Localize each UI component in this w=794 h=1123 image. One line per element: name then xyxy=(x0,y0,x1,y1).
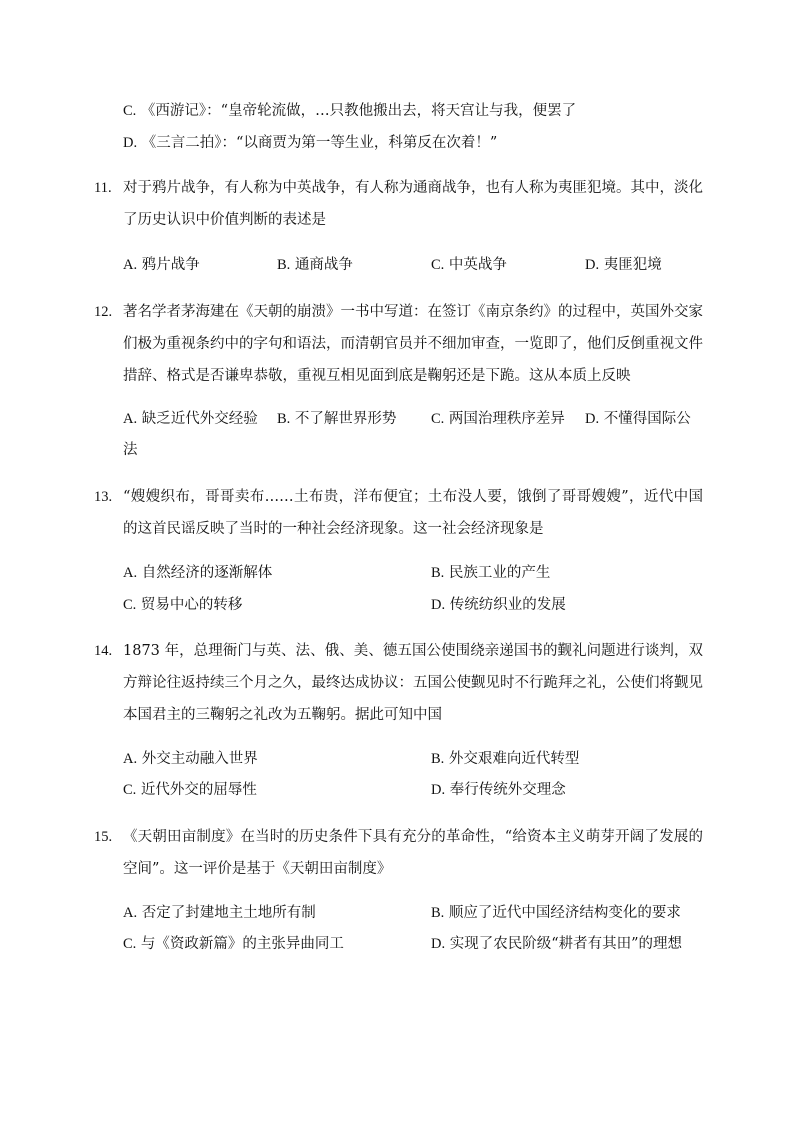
q14-stem: 1873 年，总理衙门与英、法、俄、美、德五国公使围绕亲递国书的觐礼问题进行谈判，双方辩论往返持续三个月之久，最终达成协议：五国公使觐见时不行跪拜之礼，公使们将觐见本国君主的三鞠躬之礼改为五鞠躬。据此可知中国 xyxy=(123,643,703,723)
q11-option-b: B. 通商战争 xyxy=(277,257,353,273)
q11-number: 11. xyxy=(94,180,112,196)
q12-option-d-wrap: 法 xyxy=(123,442,138,458)
q10-option-c: C. 《西游记》：“皇帝轮流做，…只教他搬出去，将天宫让与我，便罢了 xyxy=(123,103,577,119)
q11-option-c: C. 中英战争 xyxy=(431,257,507,273)
q11-stem: 对于鸦片战争，有人称为中英战争，有人称为通商战争，也有人称为夷匪犯境。其中，淡化了历史认识中价值判断的表述是 xyxy=(123,180,703,228)
q10-option-d: D. 《三言二拍》：“以商贾为第一等生业，科第反在次着！” xyxy=(123,135,498,151)
q15-stem: 《天朝田亩制度》在当时的历史条件下具有充分的革命性，“给资本主义萌芽开阔了发展的空间”。这一评价是基于《天朝田亩制度》 xyxy=(123,829,703,877)
q12-option-a: A. 缺乏近代外交经验 xyxy=(123,411,258,427)
q15-option-b: B. 顺应了近代中国经济结构变化的要求 xyxy=(431,905,681,921)
q14-option-b: B. 外交艰难向近代转型 xyxy=(431,751,580,767)
q12-option-c: C. 两国治理秩序差异 xyxy=(431,411,565,427)
q12-option-d: D. 不懂得国际公 xyxy=(585,411,691,427)
q13-option-d: D. 传统纺织业的发展 xyxy=(431,597,566,613)
q13-option-c: C. 贸易中心的转移 xyxy=(123,597,243,613)
q12-option-b: B. 不了解世界形势 xyxy=(277,411,397,427)
q14-option-c: C. 近代外交的屈辱性 xyxy=(123,782,257,798)
q13-stem: “嫂嫂织布，哥哥卖布……土布贵，洋布便宜；土布没人要，饿倒了哥哥嫂嫂”，近代中国的这首民谣反映了当时的一种社会经济现象。这一社会经济现象是 xyxy=(123,489,703,537)
q15-option-d: D. 实现了农民阶级“耕者有其田”的理想 xyxy=(431,936,683,952)
q13-number: 13. xyxy=(94,489,113,505)
q14-option-d: D. 奉行传统外交理念 xyxy=(431,782,566,798)
q13-option-b: B. 民族工业的产生 xyxy=(431,565,551,581)
q12-number: 12. xyxy=(94,304,113,320)
q11-option-a: A. 鸦片战争 xyxy=(123,257,200,273)
q15-option-c: C. 与《资政新篇》的主张异曲同工 xyxy=(123,936,344,952)
q14-option-a: A. 外交主动融入世界 xyxy=(123,751,258,767)
q11-option-d: D. 夷匪犯境 xyxy=(585,257,662,273)
q14-number: 14. xyxy=(94,643,113,659)
q12-stem: 著名学者茅海建在《天朝的崩溃》一书中写道：在签订《南京条约》的过程中，英国外交家们极为重视条约中的字句和语法，而清朝官员并不细加审查，一览即了，他们反倒重视文件措辞、格式是否谦卑恭敬，重视互相见面到底是鞠躬还是下跪。这从本质上反映 xyxy=(123,304,703,384)
q15-number: 15. xyxy=(94,829,113,845)
q13-option-a: A. 自然经济的逐渐解体 xyxy=(123,565,273,581)
q15-option-a: A. 否定了封建地主土地所有制 xyxy=(123,905,316,921)
